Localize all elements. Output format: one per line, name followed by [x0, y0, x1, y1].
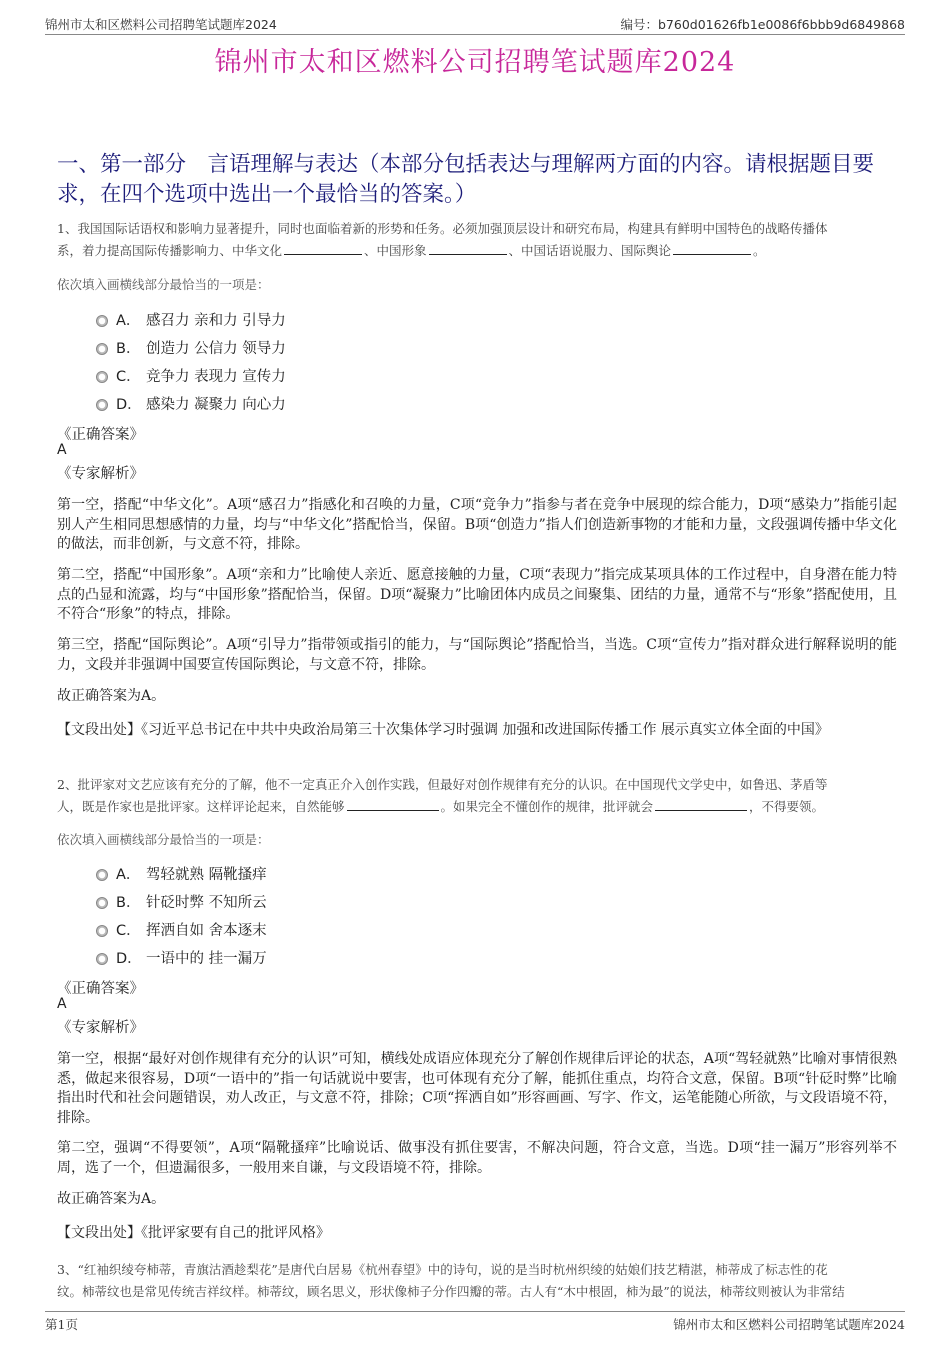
- option-key: C．: [116, 368, 141, 385]
- radio-icon[interactable]: [96, 371, 108, 383]
- question-1-part-d: 。: [753, 243, 766, 258]
- question-2-source: 【文段出处】《批评家要有自己的批评风格》: [57, 1225, 330, 1241]
- fill-blank: [673, 253, 751, 255]
- question-1-analysis-para-2: 第二空，搭配“中国形象”。A项“亲和力”比喻使人亲近、愿意接触的力量，C项“表现力”指完成某项具体的工作过程中，自身潜在能力特点的凸显和流露，均与“中国形象”搭配恰当，保留。D项“凝聚力”比喻团体内成员之间聚集、团结的力量，通常不与“形象”搭配使用，且不符合“形象”的特点，排除。: [57, 567, 897, 622]
- fill-blank: [284, 253, 362, 255]
- question-2-line-2: [57, 796, 897, 818]
- question-1-part-c: 、中国话语说服力、国际舆论: [508, 243, 672, 258]
- question-2-answer-label: 《正确答案》: [57, 981, 144, 997]
- question-1-line-1: 1、我国国际话语权和影响力显著提升，同时也面临着新的形势和任务。必须加强顶层设计和研究布局，构建具有鲜明中国特色的战略传播体: [57, 221, 828, 236]
- question-1-prompt: 依次填入画横线部分最恰当的一项是：: [57, 277, 270, 292]
- question-3-line-1: 3、“红袖织绫夸柿蒂，青旗沽酒趁梨花”是唐代白居易《杭州春望》中的诗句，说的是当时杭州织绫的姑娘们技艺精湛，柿蒂成了标志性的花: [57, 1262, 828, 1277]
- option-text: 感染力 凝聚力 向心力: [146, 396, 286, 413]
- option-key: C．: [116, 922, 141, 939]
- question-2-option-b[interactable]: [96, 891, 267, 911]
- question-2-text: [57, 774, 897, 818]
- radio-icon[interactable]: [96, 315, 108, 327]
- question-1-analysis-para-3: 第三空，搭配“国际舆论”。A项“引导力”指带领或指引的能力，与“国际舆论”搭配恰当，当选。C项“宣传力”指对群众进行解释说明的能力，文段并非强调中国要宣传国际舆论，与文意不符，排除。: [57, 637, 897, 673]
- option-text: 针砭时弊 不知所云: [146, 894, 267, 911]
- option-key: B．: [116, 894, 141, 911]
- question-1-part-a: 系，着力提高国际传播影响力、中华文化: [57, 243, 283, 258]
- question-2-line-1: 2、批评家对文艺应该有充分的了解，他不一定真正介入创作实践，但最好对创作规律有充分的认识。在中国现代文学史中，如鲁迅、茅盾等: [57, 777, 828, 792]
- radio-icon[interactable]: [96, 343, 108, 355]
- question-2-option-c[interactable]: [96, 919, 267, 939]
- question-1-analysis-label: 《专家解析》: [57, 466, 144, 482]
- page-number: 第1页: [45, 1317, 78, 1332]
- header-doc-number: 编号：b760d01626fb1e0086f6bbb9d6849868: [620, 17, 905, 32]
- radio-icon[interactable]: [96, 897, 108, 909]
- option-key: D．: [116, 396, 142, 413]
- question-2-part-c: ，不得要领。: [749, 799, 825, 814]
- section-heading: 一、第一部分 言语理解与表达（本部分包括表达与理解两方面的内容。请根据题目要求，在四个选项中选出一个最恰当的答案。）: [57, 152, 875, 207]
- option-text: 一语中的 挂一漏万: [146, 950, 267, 967]
- question-2-option-a[interactable]: [96, 863, 267, 883]
- fill-blank: [347, 809, 439, 811]
- fill-blank: [655, 809, 747, 811]
- question-3-text: [57, 1259, 897, 1303]
- radio-icon[interactable]: [96, 925, 108, 937]
- footer-title: 锦州市太和区燃料公司招聘笔试题库2024: [673, 1317, 905, 1332]
- question-2-part-a: 人，既是作家也是批评家。这样评论起来，自然能够: [57, 799, 345, 814]
- fill-blank: [429, 253, 507, 255]
- question-1-answer-label: 《正确答案》: [57, 427, 144, 443]
- question-1-option-d[interactable]: [96, 393, 286, 413]
- option-key: A．: [116, 312, 141, 329]
- option-text: 感召力 亲和力 引导力: [146, 312, 286, 329]
- question-2-analysis-para-2: 第二空，强调“不得要领”，A项“隔靴搔痒”比喻说话、做事没有抓住要害，不解决问题，符合文意，当选。D项“挂一漏万”形容列举不周，选了一个，但遗漏很多，一般用来自谦，与文段语境不符，排除。: [57, 1140, 897, 1176]
- radio-icon[interactable]: [96, 399, 108, 411]
- question-1-line-2: [57, 240, 897, 262]
- question-2-prompt: 依次填入画横线部分最恰当的一项是：: [57, 832, 270, 847]
- question-1-option-c[interactable]: [96, 365, 286, 385]
- radio-icon[interactable]: [96, 869, 108, 881]
- header-divider: [45, 34, 905, 35]
- question-2-analysis-para-1: 第一空，根据“最好对创作规律有充分的认识”可知，横线处成语应体现充分了解创作规律后评论的状态，A项“驾轻就熟”比喻对事情很熟悉，做起来很容易，D项“一语中的”指一句话就说中要害，也可体现有充分了解，能抓住重点，均符合文意，保留。B项“针砭时弊”比喻指出时代和社会问题错误，劝人改正，与文意不符，排除；C项“挥洒自如”形容画画、写字、作文，运笔能随心所欲，与文段语境不符，排除。: [57, 1051, 897, 1126]
- option-key: A．: [116, 866, 141, 883]
- question-1-analysis-para-1: 第一空，搭配“中华文化”。A项“感召力”指感化和召唤的力量，C项“竞争力”指参与者在竞争中展现的综合能力，D项“感染力”指能引起别人产生相同思想感情的力量，均与“中华文化”搭配恰当，保留。B项“创造力”指人们创造新事物的才能和力量，文段强调传播中华文化的做法，而非创新，与文意不符，排除。: [57, 497, 897, 552]
- radio-icon[interactable]: [96, 953, 108, 965]
- question-1-part-b: 、中国形象: [364, 243, 427, 258]
- question-3-line-2: 纹。柿蒂纹也是常见传统吉祥纹样。柿蒂纹，顾名思义，形状像柿子分作四瓣的蒂。古人有“木中根固，柿为最”的说法，柿蒂纹则被认为非常结: [57, 1284, 845, 1299]
- question-2-option-d[interactable]: [96, 947, 267, 967]
- question-1-answer: A: [57, 442, 67, 458]
- header-left-title: 锦州市太和区燃料公司招聘笔试题库2024: [45, 17, 277, 32]
- option-text: 竞争力 表现力 宣传力: [146, 368, 286, 385]
- question-2-part-b: 。如果完全不懂创作的规律，批评就会: [440, 799, 654, 814]
- question-2-analysis-conclusion: 故正确答案为A。: [57, 1191, 166, 1207]
- question-1-option-a[interactable]: [96, 309, 286, 329]
- footer-divider: [45, 1311, 905, 1312]
- question-1-source: 【文段出处】《习近平总书记在中共中央政治局第三十次集体学习时强调 加强和改进国际传播工作 展示真实立体全面的中国》: [57, 722, 829, 738]
- option-text: 创造力 公信力 领导力: [146, 340, 286, 357]
- option-key: B．: [116, 340, 141, 357]
- option-key: D．: [116, 950, 142, 967]
- question-1-text: [57, 218, 897, 262]
- option-text: 挥洒自如 舍本逐末: [146, 922, 267, 939]
- question-2-analysis-label: 《专家解析》: [57, 1020, 144, 1036]
- option-text: 驾轻就熟 隔靴搔痒: [146, 866, 267, 883]
- page-title: 锦州市太和区燃料公司招聘笔试题库2024: [214, 47, 736, 78]
- question-2-answer: A: [57, 996, 67, 1012]
- question-1-analysis-conclusion: 故正确答案为A。: [57, 688, 166, 704]
- question-1-option-b[interactable]: [96, 337, 286, 357]
